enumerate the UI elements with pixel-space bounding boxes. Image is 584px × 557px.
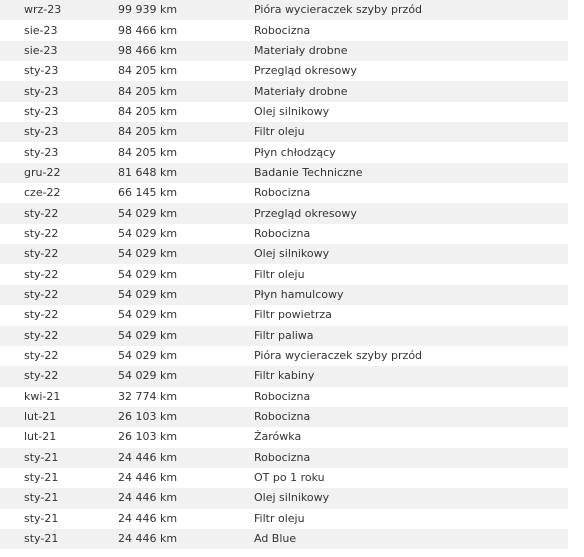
service-description-cell: Ad Blue xyxy=(254,532,297,546)
table-row xyxy=(0,163,568,183)
mileage-cell: 54 029 km xyxy=(118,267,178,281)
mileage-cell: 54 029 km xyxy=(118,287,178,301)
table-row xyxy=(0,326,568,346)
table-row xyxy=(0,448,568,468)
table-row xyxy=(0,509,568,529)
service-date-cell: sie-23 xyxy=(24,43,58,57)
service-date-cell: gru-22 xyxy=(24,165,61,179)
service-description-cell: Filtr powietrza xyxy=(254,308,332,322)
service-description-cell: Filtr paliwa xyxy=(254,328,314,342)
table-row xyxy=(0,346,568,366)
table-row xyxy=(0,387,568,407)
service-description-cell: Filtr kabiny xyxy=(254,369,315,383)
service-description-cell: Filtr oleju xyxy=(254,125,305,139)
service-description-cell: Robocizna xyxy=(254,450,311,464)
service-date-cell: sty-22 xyxy=(24,349,59,363)
table-row xyxy=(0,183,568,203)
table-row xyxy=(0,427,568,447)
service-description-cell: Materiały drobne xyxy=(254,43,348,57)
mileage-cell: 24 446 km xyxy=(118,532,178,546)
table-row xyxy=(0,529,568,549)
service-description-cell: Filtr oleju xyxy=(254,267,305,281)
mileage-cell: 54 029 km xyxy=(118,328,178,342)
service-date-cell: sty-23 xyxy=(24,84,59,98)
service-description-cell: Przegląd okresowy xyxy=(254,206,357,220)
table-row xyxy=(0,264,568,284)
service-description-cell: Olej silnikowy xyxy=(254,491,330,505)
service-description-cell: Robocizna xyxy=(254,389,311,403)
mileage-cell: 32 774 km xyxy=(118,389,178,403)
table-row xyxy=(0,488,568,508)
service-description-cell: Płyn hamulcowy xyxy=(254,287,344,301)
service-description-cell: Badanie Techniczne xyxy=(254,165,363,179)
service-date-cell: sty-23 xyxy=(24,125,59,139)
mileage-cell: 24 446 km xyxy=(118,491,178,505)
service-description-cell: Robocizna xyxy=(254,186,311,200)
mileage-cell: 98 466 km xyxy=(118,43,178,57)
table-row xyxy=(0,468,568,488)
mileage-cell: 24 446 km xyxy=(118,471,178,485)
service-date-cell: sty-23 xyxy=(24,145,59,159)
service-date-cell: cze-22 xyxy=(24,186,61,200)
mileage-cell: 98 466 km xyxy=(118,23,178,37)
service-date-cell: sty-22 xyxy=(24,328,59,342)
service-description-cell: Przegląd okresowy xyxy=(254,64,357,78)
mileage-cell: 84 205 km xyxy=(118,64,178,78)
service-description-cell: OT po 1 roku xyxy=(254,471,325,485)
service-description-cell: Żarówka xyxy=(254,430,302,444)
mileage-cell: 99 939 km xyxy=(118,3,178,17)
mileage-cell: 84 205 km xyxy=(118,145,178,159)
service-date-cell: sty-23 xyxy=(24,64,59,78)
service-description-cell: Pióra wycieraczek szyby przód xyxy=(254,3,423,17)
table-row xyxy=(0,81,568,101)
service-date-cell: sty-22 xyxy=(24,247,59,261)
service-date-cell: wrz-23 xyxy=(24,3,62,17)
service-date-cell: sty-21 xyxy=(24,511,59,525)
table-row xyxy=(0,244,568,264)
service-description-cell: Olej silnikowy xyxy=(254,104,330,118)
service-description-cell: Robocizna xyxy=(254,23,311,37)
table-row xyxy=(0,102,568,122)
mileage-cell: 54 029 km xyxy=(118,349,178,363)
service-date-cell: sty-22 xyxy=(24,308,59,322)
mileage-cell: 84 205 km xyxy=(118,84,178,98)
table-row xyxy=(0,20,568,40)
mileage-cell: 81 648 km xyxy=(118,165,178,179)
service-date-cell: sty-22 xyxy=(24,267,59,281)
mileage-cell: 54 029 km xyxy=(118,369,178,383)
service-description-cell: Materiały drobne xyxy=(254,84,348,98)
mileage-cell: 66 145 km xyxy=(118,186,178,200)
mileage-cell: 24 446 km xyxy=(118,511,178,525)
service-description-cell: Pióra wycieraczek szyby przód xyxy=(254,349,423,363)
table-row xyxy=(0,305,568,325)
service-date-cell: sty-22 xyxy=(24,287,59,301)
service-date-cell: sty-23 xyxy=(24,104,59,118)
mileage-cell: 26 103 km xyxy=(118,410,178,424)
table-row xyxy=(0,203,568,223)
mileage-cell: 54 029 km xyxy=(118,247,178,261)
mileage-cell: 84 205 km xyxy=(118,125,178,139)
mileage-cell: 54 029 km xyxy=(118,206,178,220)
table-row xyxy=(0,122,568,142)
table-row xyxy=(0,285,568,305)
mileage-cell: 54 029 km xyxy=(118,308,178,322)
table-row xyxy=(0,61,568,81)
service-date-cell: lut-21 xyxy=(24,410,57,424)
service-date-cell: sie-23 xyxy=(24,23,58,37)
mileage-cell: 26 103 km xyxy=(118,430,178,444)
service-date-cell: sty-21 xyxy=(24,491,59,505)
table-row xyxy=(0,407,568,427)
service-description-cell: Olej silnikowy xyxy=(254,247,330,261)
service-description-cell: Filtr oleju xyxy=(254,511,305,525)
table-row xyxy=(0,41,568,61)
mileage-cell: 24 446 km xyxy=(118,450,178,464)
service-date-cell: kwi-21 xyxy=(24,389,61,403)
mileage-cell: 84 205 km xyxy=(118,104,178,118)
mileage-cell: 54 029 km xyxy=(118,226,178,240)
service-description-cell: Robocizna xyxy=(254,410,311,424)
service-date-cell: sty-22 xyxy=(24,369,59,383)
service-date-cell: sty-21 xyxy=(24,471,59,485)
table-row xyxy=(0,224,568,244)
table-row xyxy=(0,0,568,20)
service-date-cell: sty-21 xyxy=(24,532,59,546)
service-description-cell: Płyn chłodzący xyxy=(254,145,336,159)
table-row xyxy=(0,142,568,162)
service-date-cell: sty-21 xyxy=(24,450,59,464)
service-description-cell: Robocizna xyxy=(254,226,311,240)
service-date-cell: sty-22 xyxy=(24,206,59,220)
service-date-cell: lut-21 xyxy=(24,430,57,444)
table-row xyxy=(0,366,568,386)
service-date-cell: sty-22 xyxy=(24,226,59,240)
